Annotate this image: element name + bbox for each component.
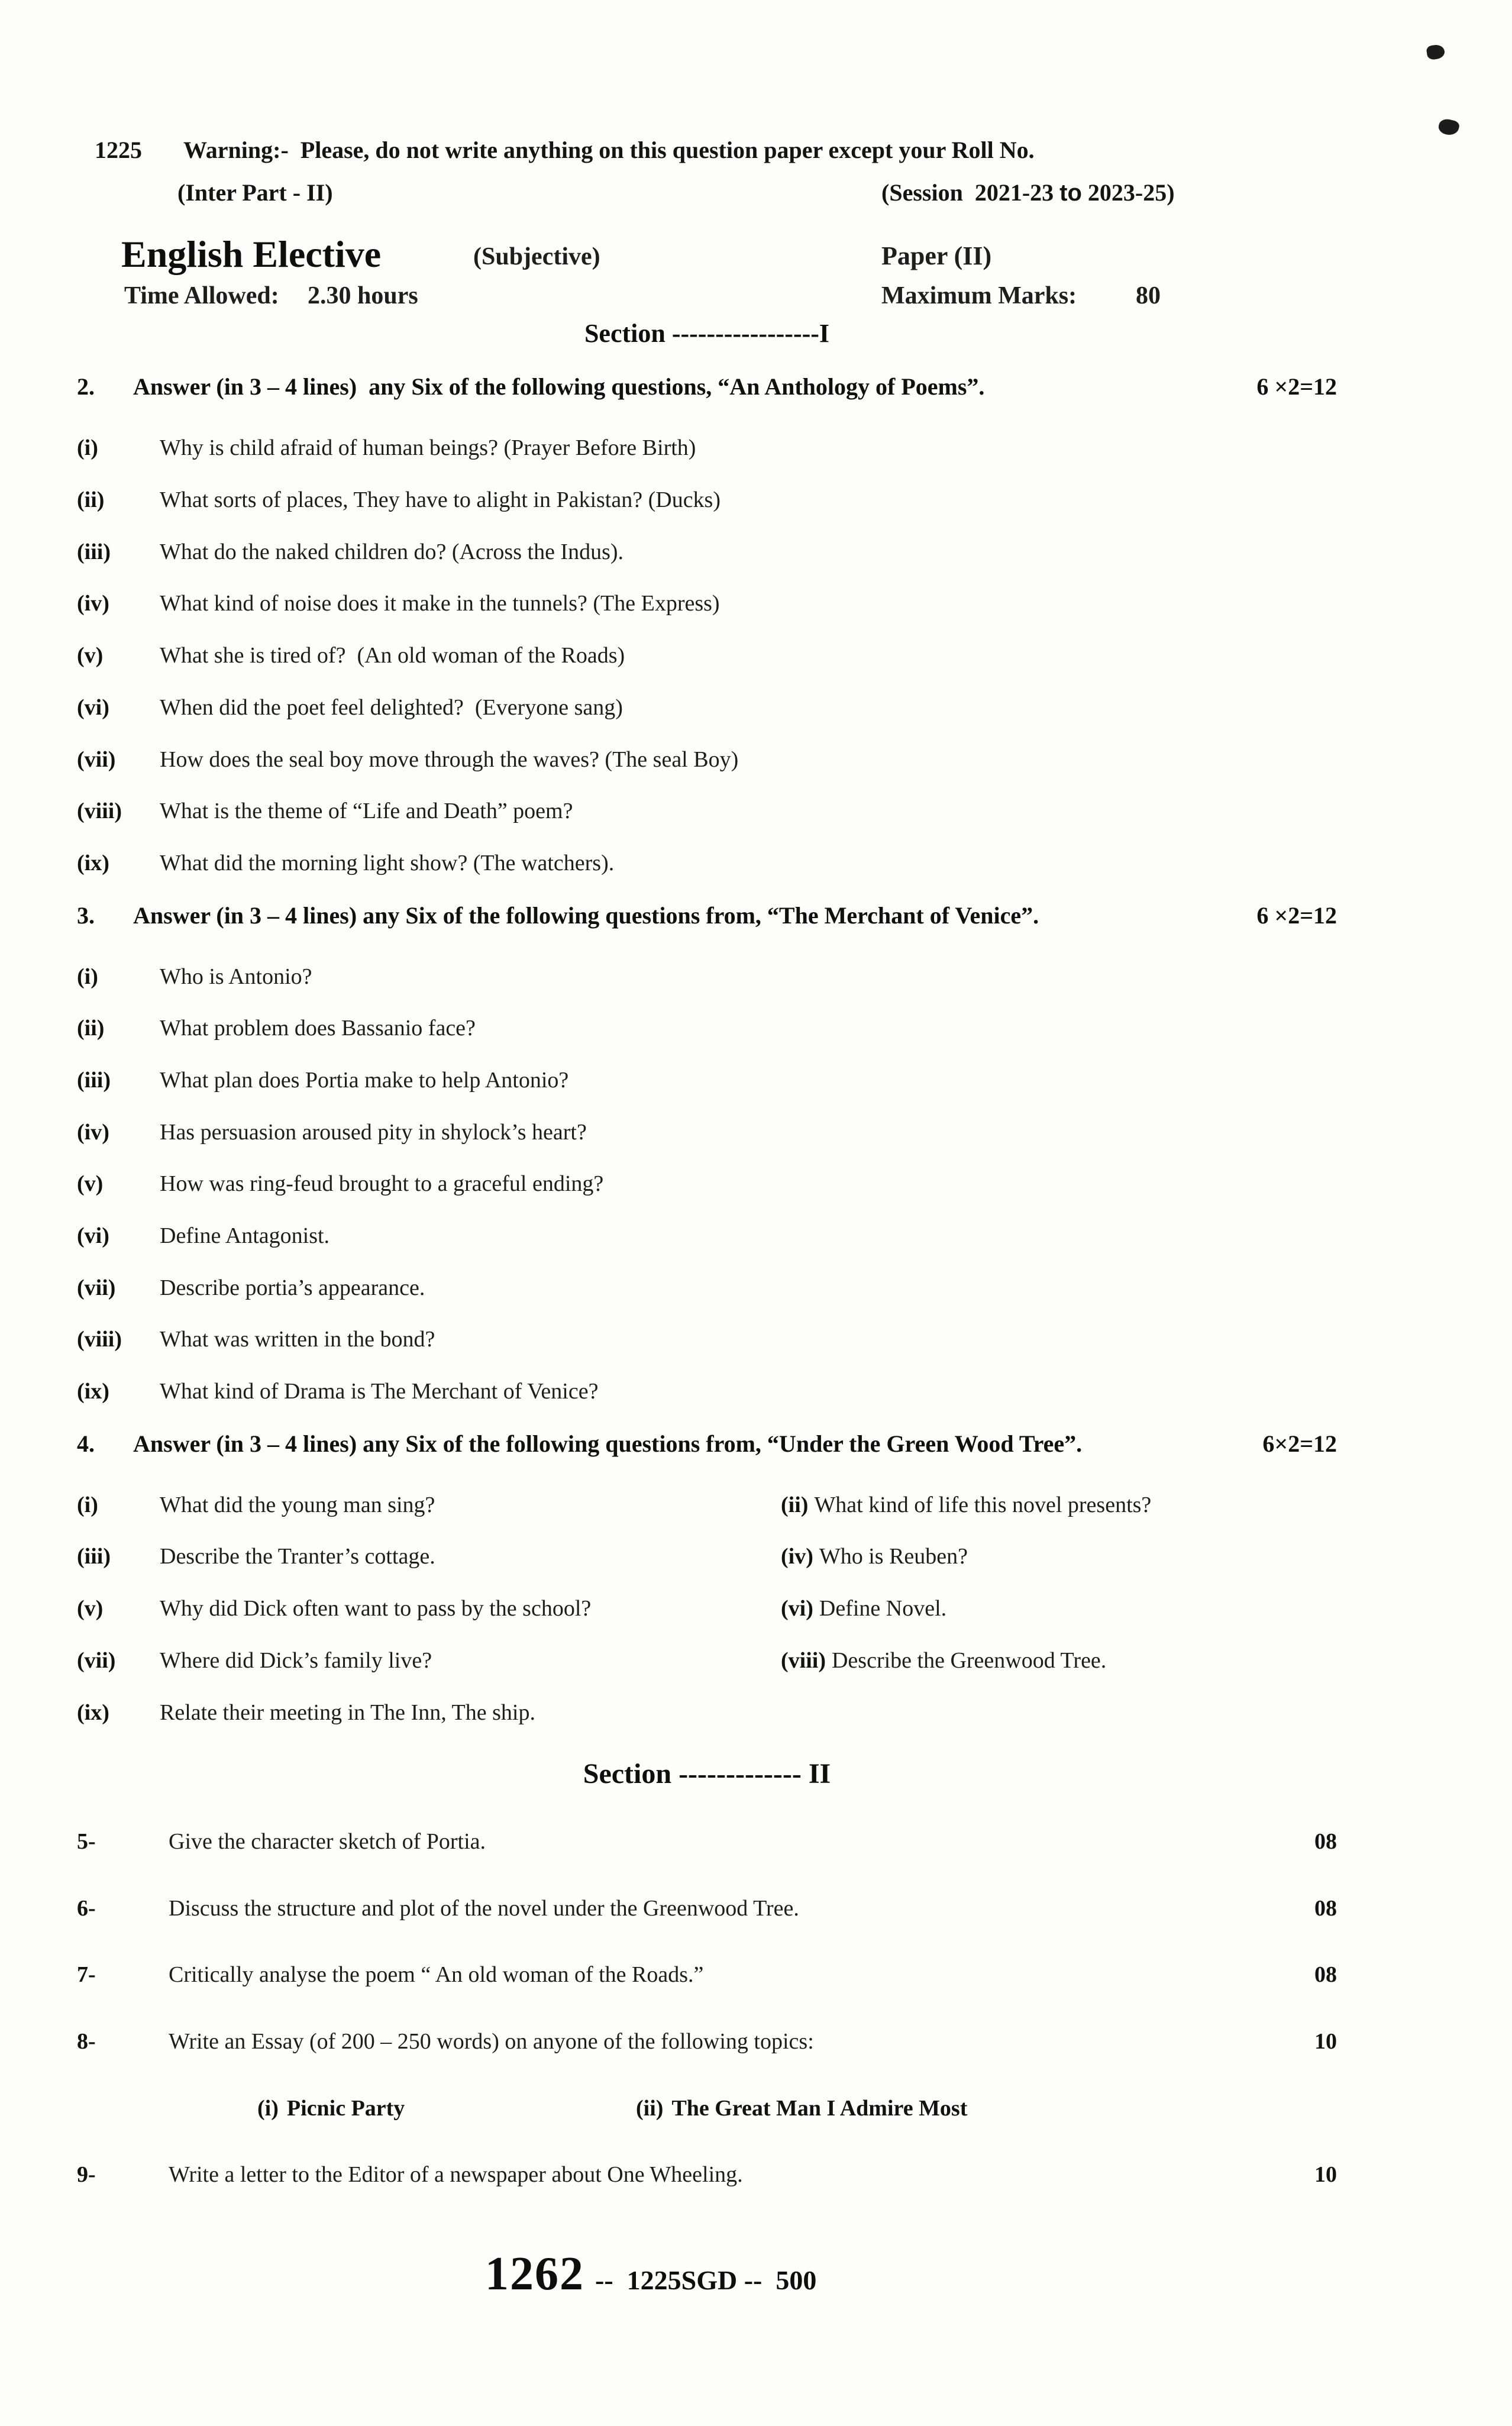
item-text: How was ring-feud brought to a graceful ending? bbox=[160, 1171, 604, 1197]
question-marks: 6×2=12 bbox=[1262, 1430, 1337, 1457]
item-text: Why is child afraid of human beings? (Prayer Before Birth) bbox=[160, 435, 696, 461]
q3-item bbox=[77, 1068, 1337, 1094]
item-number: (i) bbox=[77, 1492, 98, 1517]
item-text: What did the young man sing? bbox=[160, 1492, 435, 1517]
paper-code: 1225 bbox=[95, 137, 142, 163]
item-number: (ix) bbox=[77, 850, 109, 876]
q3-item bbox=[77, 1327, 1337, 1353]
item-text: What plan does Portia make to help Antonio? bbox=[160, 1067, 569, 1093]
item-text: Define Novel. bbox=[819, 1596, 947, 1621]
q4-item-row bbox=[77, 1648, 1337, 1674]
item-text: Why did Dick often want to pass by the school? bbox=[160, 1596, 592, 1621]
q4-item bbox=[77, 1596, 781, 1622]
q4-item bbox=[77, 1648, 781, 1674]
item-number: (iii) bbox=[77, 1544, 111, 1569]
item-text: What kind of life this novel presents? bbox=[814, 1492, 1152, 1517]
time-allowed-label: Time Allowed: bbox=[124, 282, 279, 309]
q4-item bbox=[781, 1544, 968, 1570]
essay-topic bbox=[636, 2096, 967, 2122]
page-content bbox=[77, 137, 1337, 2301]
q2-item bbox=[77, 487, 1337, 513]
item-text: What kind of Drama is The Merchant of Venice? bbox=[160, 1379, 599, 1404]
item-number: (viii) bbox=[77, 799, 122, 824]
q2-item bbox=[77, 435, 1337, 461]
maximum-marks-label: Maximum Marks: bbox=[881, 282, 1077, 309]
q3-item bbox=[77, 1171, 1337, 1197]
item-text: Who is Antonio? bbox=[160, 964, 312, 989]
item-number: (vii) bbox=[77, 747, 116, 772]
question-number: 7- bbox=[77, 1962, 96, 1988]
topic-text: The Great Man I Admire Most bbox=[671, 2095, 968, 2121]
subject-title: English Elective bbox=[121, 233, 382, 275]
q4-item-row bbox=[77, 1544, 1337, 1570]
item-number: (iii) bbox=[77, 539, 111, 564]
q2-item bbox=[77, 747, 1337, 773]
paper-number: Paper (II) bbox=[881, 241, 992, 270]
item-number: (ii) bbox=[781, 1492, 809, 1517]
item-number: (i) bbox=[77, 964, 98, 989]
essay-topic bbox=[257, 2096, 636, 2122]
question-9 bbox=[77, 2162, 1337, 2188]
item-number: (ii) bbox=[77, 487, 105, 513]
q3-item bbox=[77, 1379, 1337, 1405]
topic-text: Picnic Party bbox=[286, 2095, 405, 2121]
time-marks-line bbox=[77, 282, 1337, 310]
question-3-heading bbox=[77, 903, 1337, 929]
item-number: (vi) bbox=[77, 1223, 109, 1249]
q2-item bbox=[77, 540, 1337, 566]
item-number: (viii) bbox=[77, 1327, 122, 1352]
section-1-title: Section -----------------I bbox=[584, 319, 830, 348]
maximum-marks-value: 80 bbox=[1136, 282, 1161, 309]
question-number: 6- bbox=[77, 1895, 96, 1921]
question-number: 4. bbox=[77, 1430, 95, 1457]
question-marks: 6 ×2=12 bbox=[1256, 373, 1337, 400]
q2-item bbox=[77, 851, 1337, 877]
q4-item-row bbox=[77, 1700, 1337, 1726]
question-text: Write an Essay (of 200 – 250 words) on anyone of the following topics: bbox=[169, 2029, 814, 2054]
item-number: (ix) bbox=[77, 1379, 109, 1404]
question-8 bbox=[77, 2029, 1337, 2055]
question-marks: 08 bbox=[1314, 1962, 1337, 1988]
q4-item bbox=[77, 1700, 781, 1726]
question-text: Write a letter to the Editor of a newspaper about One Wheeling. bbox=[169, 2162, 743, 2188]
q4-item bbox=[77, 1544, 781, 1570]
q4-item-row bbox=[77, 1596, 1337, 1622]
question-2-heading bbox=[77, 374, 1337, 400]
part-session-line bbox=[77, 180, 1337, 207]
question-number: 5- bbox=[77, 1829, 96, 1854]
subject-line bbox=[77, 230, 1337, 273]
question-number: 9- bbox=[77, 2162, 96, 2188]
item-number: (iv) bbox=[781, 1544, 813, 1569]
topic-number: (ii) bbox=[636, 2095, 664, 2121]
item-text: Describe portia’s appearance. bbox=[160, 1275, 425, 1300]
q2-item bbox=[77, 695, 1337, 721]
question-6 bbox=[77, 1896, 1337, 1922]
item-text: Who is Reuben? bbox=[819, 1544, 968, 1569]
item-text: What sorts of places, They have to alight in Pakistan? (Ducks) bbox=[160, 487, 721, 513]
question-text: Give the character sketch of Portia. bbox=[169, 1829, 486, 1854]
question-number: 2. bbox=[77, 373, 95, 400]
item-text: Define Antagonist. bbox=[160, 1223, 330, 1249]
item-text: What she is tired of? (An old woman of the Roads) bbox=[160, 643, 625, 668]
item-number: (vi) bbox=[781, 1596, 813, 1621]
question-5 bbox=[77, 1829, 1337, 1855]
session-label bbox=[881, 180, 1175, 206]
item-text: Relate their meeting in The Inn, The ship. bbox=[160, 1700, 535, 1725]
item-number: (iv) bbox=[77, 591, 109, 616]
item-text: What kind of noise does it make in the tunnels? (The Express) bbox=[160, 591, 720, 616]
warning-line bbox=[77, 137, 1337, 163]
item-text: What did the morning light show? (The watchers). bbox=[160, 850, 615, 876]
item-number: (v) bbox=[77, 1596, 104, 1621]
ink-speck bbox=[1426, 44, 1445, 60]
essay-topics-row bbox=[257, 2096, 1337, 2122]
question-text: Answer (in 3 – 4 lines) any Six of the following questions from, “Under the Green Wood Tree”. bbox=[133, 1430, 1083, 1457]
question-marks: 10 bbox=[1314, 2029, 1337, 2054]
item-text: Where did Dick’s family live? bbox=[160, 1648, 432, 1673]
q4-item bbox=[781, 1493, 1151, 1519]
q4-item bbox=[77, 1493, 781, 1519]
item-number: (viii) bbox=[781, 1648, 826, 1673]
item-text: What is the theme of “Life and Death” poem? bbox=[160, 799, 573, 824]
question-marks: 08 bbox=[1314, 1829, 1337, 1854]
q4-item bbox=[781, 1596, 946, 1622]
question-marks: 08 bbox=[1314, 1895, 1337, 1921]
item-text: What do the naked children do? (Across the Indus). bbox=[160, 539, 624, 564]
q3-item bbox=[77, 1275, 1337, 1301]
time-allowed-value: 2.30 hours bbox=[308, 282, 418, 309]
session-suffix: 2023-25) bbox=[1081, 179, 1175, 206]
section-2-title: Section ------------- II bbox=[583, 1758, 831, 1790]
q3-item bbox=[77, 1120, 1337, 1146]
session-to: to bbox=[1059, 180, 1082, 206]
q3-item bbox=[77, 964, 1337, 990]
question-4-heading bbox=[77, 1431, 1337, 1457]
question-text: Answer (in 3 – 4 lines) any Six of the following questions from, “The Merchant of Venice”. bbox=[133, 902, 1039, 929]
item-number: (ix) bbox=[77, 1700, 109, 1725]
q3-item bbox=[77, 1016, 1337, 1042]
question-text: Answer (in 3 – 4 lines) any Six of the following questions, “An Anthology of Poems”. bbox=[133, 373, 985, 400]
item-number: (v) bbox=[77, 643, 104, 668]
item-number: (v) bbox=[77, 1171, 104, 1197]
item-text: How does the seal boy move through the waves? (The seal Boy) bbox=[160, 747, 739, 772]
q3-item bbox=[77, 1223, 1337, 1249]
session-prefix: (Session 2021-23 bbox=[881, 179, 1060, 206]
q4-item bbox=[781, 1648, 1106, 1674]
warning-text: Warning:- Please, do not write anything on this question paper except your Roll No. bbox=[183, 137, 1035, 163]
footer-page-code: 1262 bbox=[485, 2248, 584, 2301]
q4-item-row bbox=[77, 1493, 1337, 1519]
question-marks: 6 ×2=12 bbox=[1256, 902, 1337, 929]
footer-print-code: -- 1225SGD -- 500 bbox=[595, 2265, 817, 2296]
question-7 bbox=[77, 1962, 1337, 1988]
item-text: Describe the Greenwood Tree. bbox=[831, 1648, 1107, 1673]
item-number: (iii) bbox=[77, 1067, 111, 1093]
item-number: (vii) bbox=[77, 1648, 116, 1673]
subject-type: (Subjective) bbox=[473, 243, 600, 270]
part-label: (Inter Part - II) bbox=[177, 179, 333, 206]
ink-speck bbox=[1437, 117, 1460, 137]
footer-print-line bbox=[485, 2247, 1337, 2301]
question-number: 8- bbox=[77, 2029, 96, 2054]
question-marks: 10 bbox=[1314, 2162, 1337, 2188]
item-number: (ii) bbox=[77, 1016, 105, 1041]
question-text: Critically analyse the poem “ An old woman of the Roads.” bbox=[169, 1962, 704, 1988]
q2-item bbox=[77, 591, 1337, 617]
item-text: What was written in the bond? bbox=[160, 1327, 435, 1352]
question-text: Discuss the structure and plot of the novel under the Greenwood Tree. bbox=[169, 1895, 799, 1921]
item-text: What problem does Bassanio face? bbox=[160, 1016, 476, 1041]
item-number: (vii) bbox=[77, 1275, 116, 1300]
topic-number: (i) bbox=[257, 2095, 279, 2121]
q2-item bbox=[77, 799, 1337, 825]
item-text: When did the poet feel delighted? (Everyone sang) bbox=[160, 694, 623, 720]
item-number: (i) bbox=[77, 435, 98, 461]
item-number: (vi) bbox=[77, 694, 109, 720]
item-text: Describe the Tranter’s cottage. bbox=[160, 1544, 435, 1569]
q2-item bbox=[77, 643, 1337, 669]
item-number: (iv) bbox=[77, 1119, 109, 1145]
item-text: Has persuasion aroused pity in shylock’s heart? bbox=[160, 1119, 587, 1145]
question-number: 3. bbox=[77, 902, 95, 929]
